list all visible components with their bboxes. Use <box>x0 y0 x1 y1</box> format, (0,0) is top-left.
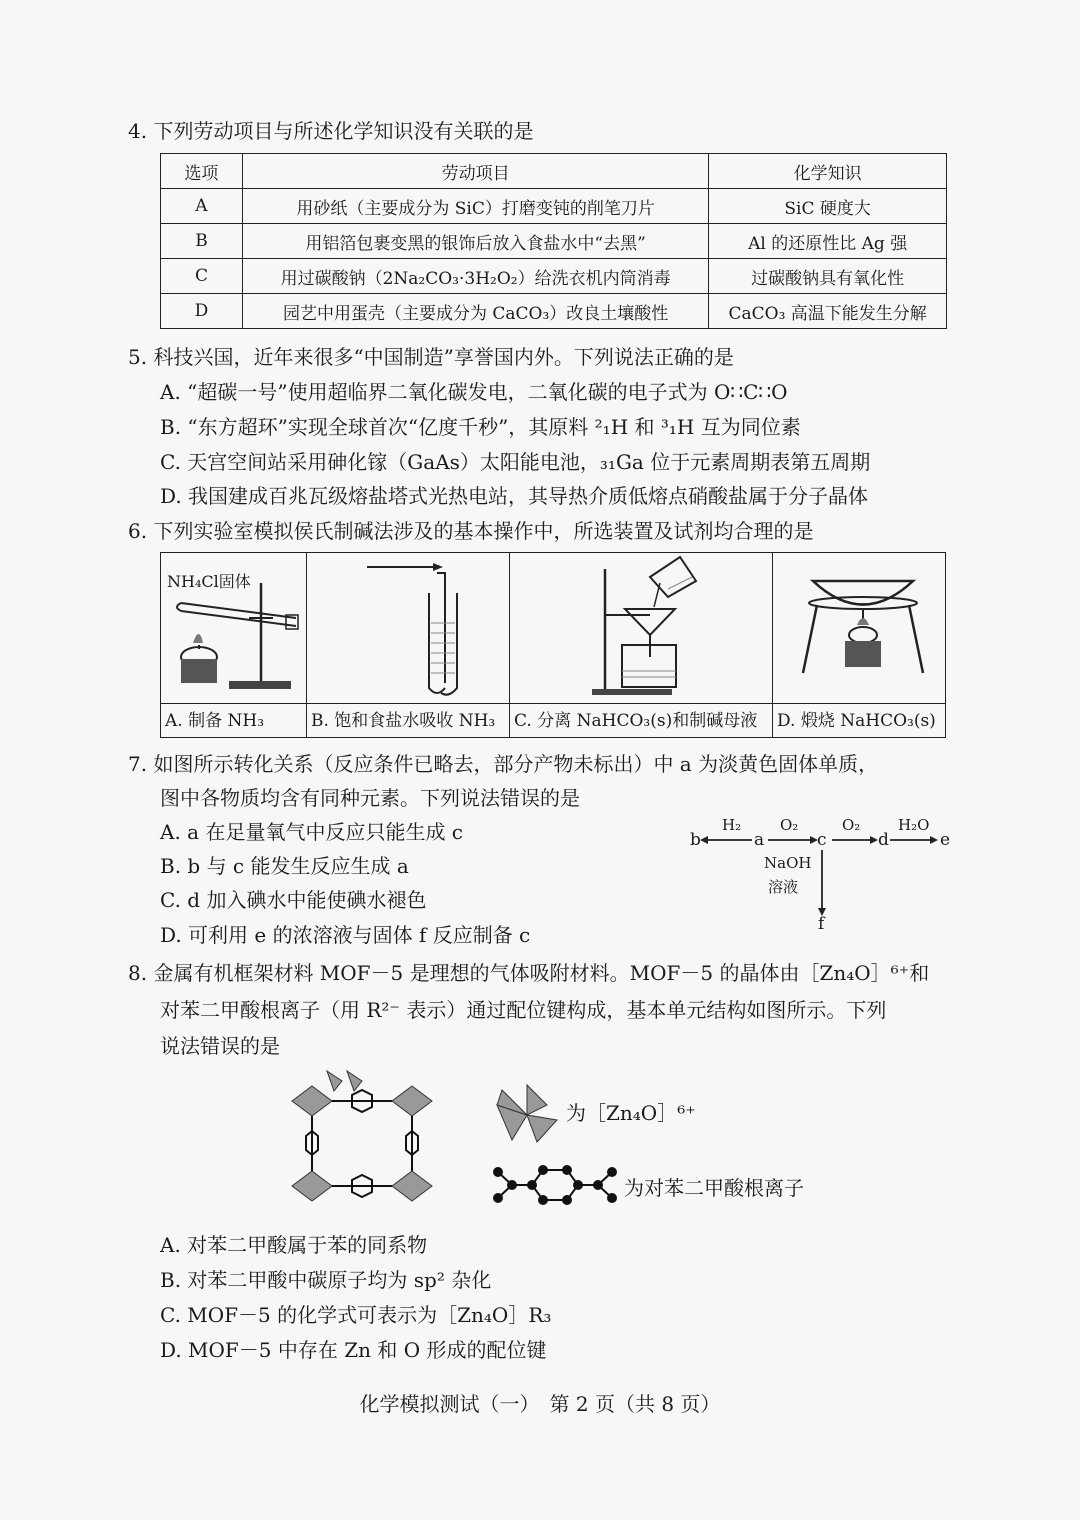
apparatus-a <box>161 553 307 703</box>
table-cell: 用过碳酸钠（2Na₂CO₃·3H₂O₂）给洗衣机内筒消毒 <box>242 259 708 294</box>
legend-terephthalate: 为对苯二甲酸根离子 <box>624 1176 804 1200</box>
table-header: 选项 <box>161 154 243 189</box>
reagent-o2-second: O₂ <box>842 816 861 834</box>
table-cell: SiC 硬度大 <box>709 189 947 224</box>
table-cell: 用砂纸（主要成分为 SiC）打磨变钝的削笔刀片 <box>242 189 708 224</box>
reagent-h2o: H₂O <box>898 816 930 834</box>
table-header-row <box>161 154 947 189</box>
page-footer: 化学模拟测试（一） 第 2 页（共 8 页） <box>359 1392 721 1416</box>
reagent-h2: H₂ <box>722 816 742 834</box>
caption-c: C. 分离 NaHCO₃(s)和制碱母液 <box>510 704 773 738</box>
q6-apparatus-figure <box>160 552 946 738</box>
q7-option-a: A. a 在足量氧气中反应只能生成 c <box>160 820 463 844</box>
caption-b: B. 饱和食盐水吸收 NH₃ <box>307 704 510 738</box>
q8-option-a: A. 对苯二甲酸属于苯的同系物 <box>160 1233 428 1257</box>
table-header: 劳动项目 <box>242 154 708 189</box>
q4-table <box>160 153 947 329</box>
table-cell: A <box>161 189 243 224</box>
zn4o-cluster-icon <box>492 1080 562 1150</box>
terephthalate-ion-icon <box>490 1160 620 1210</box>
calcination-dish-icon <box>773 553 947 703</box>
table-row <box>161 294 947 329</box>
q7-stem-line2: 图中各物质均含有同种元素。下列说法错误的是 <box>160 786 580 810</box>
q7-stem-line1: 7. 如图所示转化关系（反应条件已略去，部分产物未标出）中 a 为淡黄色固体单质， <box>128 752 879 776</box>
q4-stem: 4. 下列劳动项目与所述化学知识没有关联的是 <box>128 119 534 143</box>
q5-stem: 5. 科技兴国，近年来很多“中国制造”享誉国内外。下列说法正确的是 <box>128 345 734 369</box>
q5-option-a: A. “超碳一号”使用超临界二氧化碳发电，二氧化碳的电子式为 O∷C∷O <box>160 380 788 404</box>
caption-a: A. 制备 NH₃ <box>161 704 307 738</box>
table-cell: B <box>161 224 243 259</box>
q8-stem-line1: 8. 金属有机框架材料 MOF－5 是理想的气体吸附材料。MOF－5 的晶体由［Zn₄O］⁶⁺和 <box>128 961 930 985</box>
q8-stem-line2: 对苯二甲酸根离子（用 R²⁻ 表示）通过配位键构成，基本单元结构如图所示。下列 <box>160 998 887 1022</box>
table-cell: D <box>161 294 243 329</box>
species-b: b <box>690 830 701 850</box>
q6-stem: 6. 下列实验室模拟侯氏制碱法涉及的基本操作中，所选装置及试剂均合理的是 <box>128 519 814 543</box>
table-cell: CaCO₃ 高温下能发生分解 <box>709 294 947 329</box>
apparatus-c <box>510 553 773 703</box>
reagent-o2-first: O₂ <box>780 816 799 834</box>
apparatus-b <box>307 553 510 703</box>
table-cell: Al 的还原性比 Ag 强 <box>709 224 947 259</box>
caption-d: D. 煅烧 NaHCO₃(s) <box>777 711 936 731</box>
legend-zn4o: 为［Zn₄O］⁶⁺ <box>566 1101 696 1125</box>
gas-absorption-tube-icon <box>307 553 510 703</box>
species-a: a <box>754 830 765 850</box>
nh4cl-label: NH₄Cl固体 <box>167 572 251 591</box>
q8-option-b: B. 对苯二甲酸中碳原子均为 sp² 杂化 <box>160 1268 492 1292</box>
q8-option-c: C. MOF－5 的化学式可表示为［Zn₄O］R₃ <box>160 1303 552 1327</box>
apparatus-d <box>773 553 947 703</box>
q7-conversion-diagram <box>690 812 955 937</box>
q5-option-d: D. 我国建成百兆瓦级熔盐塔式光热电站，其导热介质低熔点硝酸盐属于分子晶体 <box>160 484 869 508</box>
table-cell: 过碳酸钠具有氧化性 <box>709 259 947 294</box>
q8-stem-line3: 说法错误的是 <box>160 1034 280 1058</box>
species-f: f <box>818 914 825 934</box>
q7-option-b: B. b 与 c 能发生反应生成 a <box>160 854 409 878</box>
species-e: e <box>940 830 951 850</box>
q7-option-d: D. 可利用 e 的浓溶液与固体 f 反应制备 c <box>160 923 531 947</box>
table-row <box>161 259 947 294</box>
heating-tube-icon <box>161 553 307 703</box>
species-c: c <box>817 830 827 850</box>
table-cell: C <box>161 259 243 294</box>
table-cell: 园艺中用蛋壳（主要成分为 CaCO₃）改良土壤酸性 <box>242 294 708 329</box>
q7-option-c: C. d 加入碘水中能使碘水褪色 <box>160 888 427 912</box>
reagent-naoh: NaOH <box>764 854 812 872</box>
mof5-framework-icon <box>282 1066 462 1216</box>
apparatus-caption-row <box>161 703 945 738</box>
table-cell: 用铝箔包裹变黑的银饰后放入食盐水中“去黑” <box>242 224 708 259</box>
table-row <box>161 224 947 259</box>
table-row <box>161 189 947 224</box>
filtration-setup-icon <box>510 553 773 703</box>
q5-option-c: C. 天宫空间站采用砷化镓（GaAs）太阳能电池，₃₁Ga 位于元素周期表第五周期 <box>160 450 871 474</box>
species-d: d <box>878 830 889 850</box>
table-header: 化学知识 <box>709 154 947 189</box>
reagent-solution: 溶液 <box>768 878 799 896</box>
q8-option-d: D. MOF－5 中存在 Zn 和 O 形成的配位键 <box>160 1338 547 1362</box>
q5-option-b: B. “东方超环”实现全球首次“亿度千秒”，其原料 ²₁H 和 ³₁H 互为同位素 <box>160 415 801 439</box>
